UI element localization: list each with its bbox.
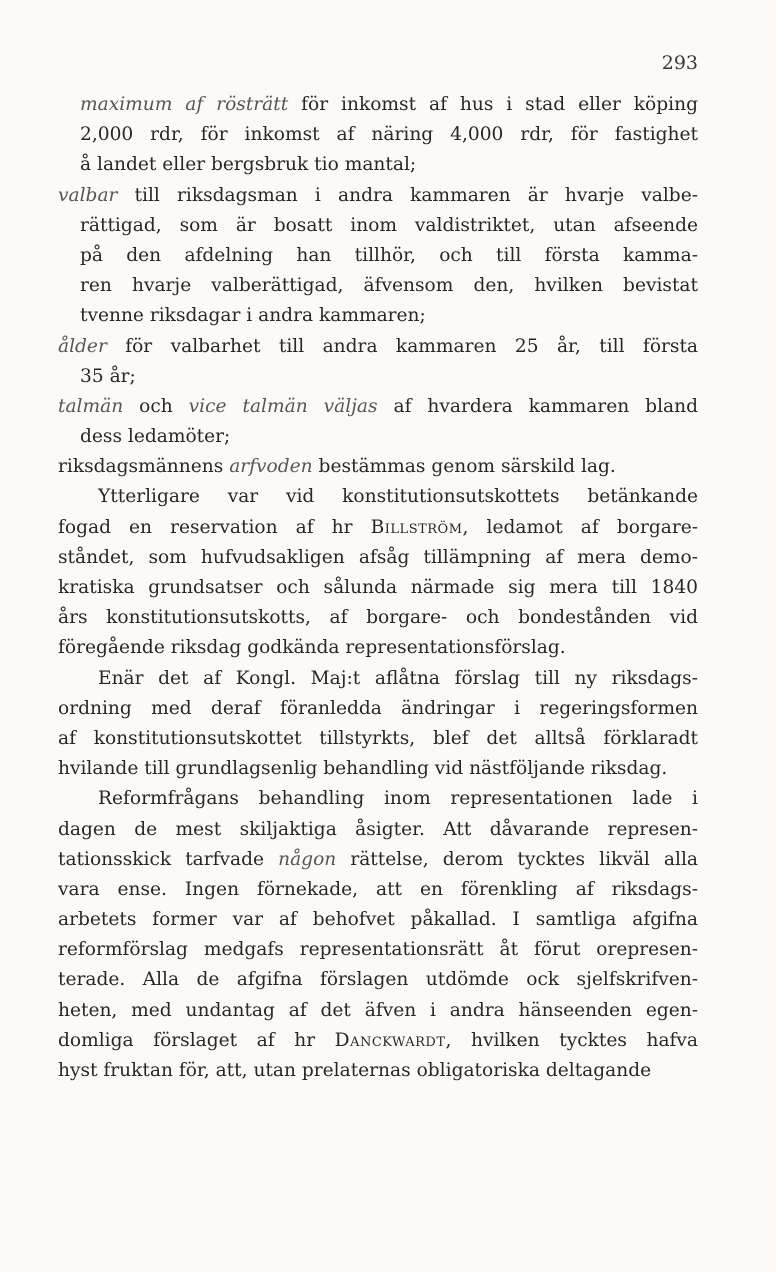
text-segment: 35 år; [80, 365, 136, 387]
text-segment: rättigad, som är bosatt inom valdistriktet, utan afseende [80, 214, 698, 236]
text-line [58, 965, 698, 995]
text-line [58, 482, 698, 512]
text-segment: 2,000 rdr, för inkomst af näring 4,000 rdr, för fastighet [80, 124, 698, 146]
text-line [58, 543, 698, 573]
text-segment: föregående riksdag godkända representationsförslag. [58, 637, 566, 659]
text-line [58, 211, 698, 241]
italic-term: valbar [58, 184, 118, 206]
text-segment: af hvardera kammaren bland [377, 395, 698, 417]
text-line [58, 392, 698, 422]
text-segment: hvilande till grundlagsenlig behandling vid nästföljande riksdag. [58, 758, 668, 780]
text-line [58, 120, 698, 150]
italic-term: maximum af rösträtt [80, 94, 289, 115]
text-segment: rättelse, derom tycktes likväl alla [336, 848, 698, 870]
text-segment: och [123, 395, 189, 417]
page-number: 293 [661, 52, 698, 74]
text-segment: domliga förslaget af hr [58, 1029, 335, 1051]
text-line [58, 452, 698, 482]
text-line [58, 875, 698, 905]
text-line [58, 271, 698, 301]
text-segment: dess ledamöter; [80, 426, 231, 448]
text-line [58, 784, 698, 814]
text-line [58, 905, 698, 935]
text-line [58, 633, 698, 663]
text-line [58, 754, 698, 784]
text-segment: kratiska grundsatser och sålunda närmade sig mera till 1840 [58, 577, 698, 598]
text-segment: på den afdelning han tillhör, och till första kamma- [80, 244, 698, 266]
text-segment: fogad en reservation af hr [58, 516, 371, 538]
text-line [58, 332, 698, 362]
italic-term: talmän [58, 395, 124, 417]
italic-term: någon [278, 848, 337, 870]
text-segment: ordning med deraf föranledda ändringar i regeringsformen [58, 697, 698, 719]
text-segment: riksdagsmännens [58, 456, 230, 478]
text-line [58, 996, 698, 1026]
text-segment: ren hvarje valberättigad, äfvensom den, hvilken bevistat [80, 275, 698, 297]
italic-term: vice talmän väljas [188, 395, 378, 417]
small-caps-name: Billström [370, 516, 463, 538]
text-line [58, 362, 698, 392]
text-segment: för inkomst af hus i stad eller köping [288, 94, 698, 115]
text-line [58, 1026, 698, 1056]
text-line [58, 513, 698, 543]
text-segment: dagen de mest skiljaktiga åsigter. Att dåvarande represen- [58, 818, 698, 840]
text-line [58, 422, 698, 452]
text-segment: , ledamot af borgare- [462, 516, 698, 538]
text-segment: bestämmas genom särskild lag. [312, 456, 616, 478]
text-line [58, 935, 698, 965]
text-line [58, 815, 698, 845]
text-segment: tvenne riksdagar i andra kammaren; [80, 305, 426, 327]
text-line [58, 241, 698, 271]
text-segment: , hvilken tycktes hafva [445, 1029, 698, 1051]
text-line [58, 664, 698, 694]
text-segment: Ytterligare var vid konstitutionsutskottets betänkande [98, 486, 698, 508]
body-text [58, 90, 698, 1086]
text-line [58, 845, 698, 875]
text-segment: hyst fruktan för, att, utan prelaternas obligatoriska deltagande [58, 1060, 652, 1081]
text-line [58, 181, 698, 211]
text-segment: ståndet, som hufvudsakligen afsåg tillämpning af mera demo- [58, 546, 698, 568]
italic-term: ålder [58, 335, 107, 357]
text-line [58, 603, 698, 633]
text-segment: vara ense. Ingen förnekade, att en förenkling af riksdags- [58, 878, 698, 900]
text-line [58, 150, 698, 180]
text-segment: reformförslag medgafs representationsrätt åt förut orepresen- [58, 939, 698, 961]
text-segment: å landet eller bergsbruk tio mantal; [80, 154, 417, 176]
text-line [58, 301, 698, 331]
text-line [58, 694, 698, 724]
text-segment: års konstitutionsutskotts, af borgare- och bondestånden vid [58, 607, 698, 629]
text-segment: heten, med undantag af det äfven i andra hänseenden egen- [58, 999, 698, 1021]
text-segment: arbetets former var af behofvet påkallad. I samtliga afgifna [58, 909, 698, 931]
text-segment: till riksdagsman i andra kammaren är hvarje valbe- [117, 184, 698, 206]
text-segment: Enär det af Kongl. Maj:t aflåtna förslag till ny riksdags- [98, 667, 698, 689]
text-line [58, 724, 698, 754]
text-segment: af konstitutionsutskottet tillstyrkts, blef det alltså förklaradt [58, 727, 698, 749]
small-caps-name: Danckwardt [334, 1029, 446, 1051]
text-line [58, 90, 698, 120]
italic-term: arfvoden [229, 456, 313, 478]
text-line [58, 573, 698, 603]
text-segment: terade. Alla de afgifna förslagen utdömde ock sjelfskrifven- [58, 969, 698, 991]
text-segment: Reformfrågans behandling inom representationen lade i [98, 788, 698, 810]
text-segment: tationsskick tarfvade [58, 848, 279, 870]
text-segment: för valbarhet till andra kammaren 25 år, till första [106, 335, 698, 357]
text-line [58, 1056, 698, 1086]
